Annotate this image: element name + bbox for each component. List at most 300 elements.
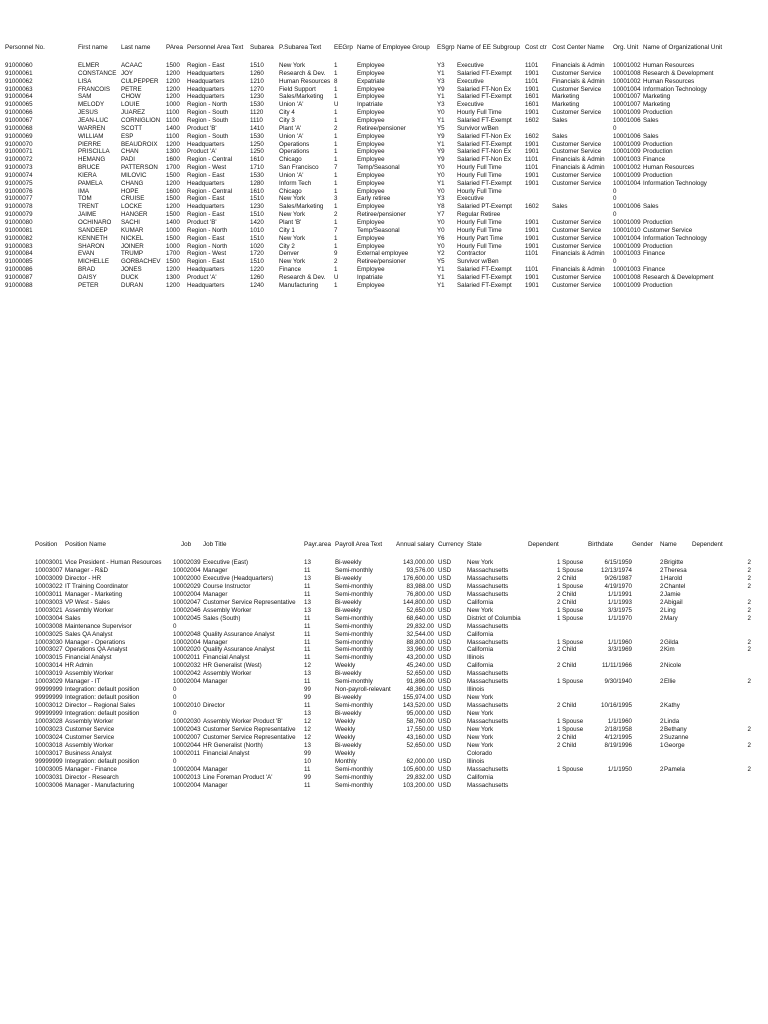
table-cell: HR Admin [65, 662, 93, 670]
table-cell: 91000072 [5, 156, 33, 164]
table-cell: 2 [660, 566, 664, 574]
table-cell: Customer Service Representative [203, 725, 296, 733]
table-cell: 1 [334, 93, 338, 101]
table-cell: New York [279, 211, 306, 219]
table-row [0, 243, 768, 251]
table-cell: 10001007 [613, 93, 641, 101]
table-cell: 1 [660, 741, 664, 749]
table-cell: USD [438, 757, 452, 765]
table-cell: IMA [78, 187, 90, 195]
table-cell: USD [438, 654, 452, 662]
table-cell: Bi-weekly [335, 710, 362, 718]
table-cell: Customer Service [552, 148, 602, 156]
table-row [0, 148, 768, 156]
table-cell: New York [279, 258, 306, 266]
table-cell: SAM [78, 93, 92, 101]
table-cell: 0 [173, 757, 177, 765]
table-cell: GORBACHEV [121, 258, 161, 266]
table-cell: 1 [334, 266, 338, 274]
table-cell: Production [643, 281, 673, 289]
table-row [0, 70, 768, 78]
table-cell: PRISCILLA [78, 148, 110, 156]
table-row [0, 227, 768, 235]
column-header: Job Title [203, 541, 227, 548]
table-cell: 1901 [525, 140, 539, 148]
column-header: Cost ctr [525, 44, 547, 51]
table-cell: Human Resources [643, 164, 695, 172]
table-cell: 3 [334, 195, 338, 203]
table-cell: 12/13/1974 [601, 566, 632, 574]
table-cell: 10003001 [35, 559, 63, 566]
table-cell: 2 Child [557, 741, 577, 749]
table-cell: Assembly Worker [203, 670, 252, 678]
table-cell: U [334, 101, 339, 109]
table-cell: Semi-monthly [335, 646, 373, 654]
table-cell: Hourly Full Time [457, 187, 502, 195]
table-cell: Illinois [467, 686, 485, 694]
table-cell: 91,896.00 [406, 678, 434, 686]
table-cell: Salaried FT-Exempt [457, 273, 512, 281]
table-cell: Weekly [335, 749, 356, 757]
table-cell: 144,800.00 [403, 598, 434, 606]
table-cell: Union 'A' [279, 171, 304, 179]
table-cell: 0 [613, 258, 617, 266]
table-row [0, 575, 768, 583]
table-cell: KUMAR [121, 226, 144, 234]
table-cell: Manager - Marketing [65, 590, 123, 598]
table-cell: TRUMP [121, 250, 143, 258]
table-cell: 10003025 [35, 630, 63, 638]
table-cell: Union 'A' [279, 132, 304, 140]
table-cell: Region - North [187, 226, 228, 234]
table-cell: USD [438, 574, 452, 582]
table-header [0, 44, 768, 52]
table-cell: 1230 [250, 203, 264, 211]
table-cell: 9 [334, 250, 338, 258]
table-cell: Customer Service Representative [203, 598, 296, 606]
table-cell: 2 [660, 614, 664, 622]
table-cell: 10002004 [173, 678, 201, 686]
table-cell: 1 [334, 62, 338, 69]
table-cell: Y6 [437, 234, 445, 242]
table-cell: 10003017 [35, 749, 63, 757]
table-cell: 1300 [166, 148, 180, 156]
table-cell: 11/11/1966 [601, 662, 632, 670]
table-row [0, 750, 768, 758]
table-cell: 2 [747, 646, 751, 654]
table-cell: 1600 [166, 156, 180, 164]
table-cell: 10002004 [173, 590, 201, 598]
table-cell: Region - North [187, 242, 228, 250]
table-cell: California [467, 662, 494, 670]
table-cell: USD [438, 741, 452, 749]
table-cell: 13 [304, 741, 311, 749]
table-cell: 176,600.00 [403, 574, 434, 582]
table-cell: 2 [334, 124, 338, 132]
table-cell: Sales [643, 203, 659, 211]
table-cell: Customer Service [552, 85, 602, 93]
table-cell: 10002029 [173, 582, 201, 590]
table-cell: 1901 [525, 219, 539, 226]
table-cell: 1901 [525, 179, 539, 187]
table-cell: 2 [660, 598, 664, 606]
table-cell: Product 'B' [187, 219, 217, 226]
table-cell: Weekly [335, 725, 356, 733]
table-cell: Region - East [187, 211, 225, 219]
table-cell: 10003014 [35, 662, 63, 670]
table-cell: 8/19/1996 [604, 741, 632, 749]
table-row [0, 172, 768, 180]
table-cell: Region - North [187, 101, 228, 109]
table-cell: Executive (Headquarters) [203, 574, 274, 582]
table-cell: Semi-monthly [335, 781, 373, 789]
table-cell: Headquarters [187, 281, 225, 289]
table-cell: Assembly Worker [65, 718, 114, 725]
table-cell: JOY [121, 69, 134, 77]
table-cell: Ling [664, 606, 676, 614]
table-cell: 13 [304, 710, 311, 718]
table-cell: USD [438, 606, 452, 614]
table-cell: 1500 [166, 211, 180, 219]
table-cell: USD [438, 566, 452, 574]
table-cell: 99 [304, 773, 311, 781]
table-cell: 0 [613, 211, 617, 219]
table-cell: Region - East [187, 258, 225, 266]
table-cell: Inpatriate [357, 273, 383, 281]
table-cell: Headquarters [187, 85, 225, 93]
table-cell: Y9 [437, 148, 445, 156]
table-cell: 43,200.00 [406, 654, 434, 662]
table-cell: 1200 [166, 85, 180, 93]
table-cell: 2 [747, 765, 751, 773]
table-cell: 1260 [250, 69, 264, 77]
table-cell: USD [438, 781, 452, 789]
table-cell: Information Technology [643, 85, 707, 93]
table-cell: Sales [643, 132, 659, 140]
table-cell: Weekly [335, 662, 356, 670]
table-cell: 10001009 [613, 148, 641, 156]
table-cell: 10001003 [613, 266, 641, 274]
table-cell: 91000077 [5, 195, 33, 203]
table-cell: Gilda [664, 638, 679, 646]
table-cell: Customer Service [552, 226, 602, 234]
table-cell: 2 [660, 662, 664, 670]
table-cell: OCHINARO [78, 219, 112, 226]
table-cell: 10001002 [613, 77, 641, 85]
table-cell: Sales [552, 132, 568, 140]
table-cell: New York [467, 741, 494, 749]
table-cell: 3/3/1975 [607, 606, 632, 614]
table-cell: Financials & Admin [552, 164, 605, 172]
table-cell: Employee [357, 156, 385, 164]
table-cell: City 1 [279, 226, 295, 234]
table-cell: USD [438, 590, 452, 598]
table-cell: 10002013 [173, 773, 201, 781]
table-cell: 2 [660, 559, 664, 566]
table-cell: City 3 [279, 116, 295, 124]
table-cell: 10003003 [35, 598, 63, 606]
table-cell: Y1 [437, 281, 445, 289]
table-cell: MILOVIC [121, 171, 147, 179]
table-cell: Region - South [187, 132, 229, 140]
table-cell: U [334, 273, 339, 281]
table-cell: Customer Service [552, 179, 602, 187]
table-cell: Assembly Worker [65, 606, 114, 614]
table-cell: Customer Service [552, 242, 602, 250]
table-cell: Executive [457, 77, 484, 85]
table-cell: Director [203, 702, 225, 710]
table-cell: 10001003 [613, 250, 641, 258]
table-cell: Marketing [643, 101, 671, 109]
table-cell: 76,800.00 [406, 590, 434, 598]
table-cell: 1901 [525, 109, 539, 117]
table-cell: 10003005 [35, 765, 63, 773]
table-cell: 143,520.00 [403, 702, 434, 710]
table-cell: Hourly Full Time [457, 219, 502, 226]
table-cell: DUCK [121, 273, 139, 281]
table-cell: CORNIGLION [121, 116, 161, 124]
table-cell: 0 [613, 187, 617, 195]
table-cell: Y1 [437, 93, 445, 101]
table-cell: 10001009 [613, 219, 641, 226]
table-cell: 1 Spouse [557, 765, 584, 773]
table-cell: 99 [304, 749, 311, 757]
table-cell: Region - West [187, 164, 227, 172]
table-cell: IT Training Coordinator [65, 582, 129, 590]
column-header: Cost Center Name [552, 44, 605, 51]
table-row [0, 646, 768, 654]
table-cell: Semi-monthly [335, 590, 373, 598]
table-cell: 1101 [525, 164, 539, 172]
table-cell: 10001006 [613, 132, 641, 140]
table-cell: 10002044 [173, 741, 201, 749]
table-row [0, 591, 768, 599]
table-cell: 2 Child [557, 662, 577, 670]
table-cell: 12 [304, 725, 311, 733]
table-row [0, 758, 768, 766]
table-cell: 10003031 [35, 773, 63, 781]
table-cell: Field Support [279, 85, 316, 93]
table-cell: 2 [747, 638, 751, 646]
table-cell: 33,960.00 [406, 646, 434, 654]
table-cell: 1530 [250, 132, 264, 140]
table-cell: 1100 [166, 132, 180, 140]
table-cell: Bethany [664, 725, 687, 733]
table-cell: 2 [334, 258, 338, 266]
table-cell: Y9 [437, 156, 445, 164]
table-cell: External employee [357, 250, 409, 258]
table-cell: Bi-weekly [335, 598, 362, 606]
table-cell: Salaried FT-Exempt [457, 281, 512, 289]
table-cell: 1901 [525, 234, 539, 242]
table-cell: Region - East [187, 234, 225, 242]
table-cell: 1510 [250, 258, 264, 266]
table-cell: Y1 [437, 266, 445, 274]
table-cell: HR Generalist (West) [203, 662, 262, 670]
table-cell: Bi-weekly [335, 606, 362, 614]
table-row [0, 62, 768, 70]
column-header: PArea [166, 44, 184, 51]
column-header: Job [181, 541, 192, 548]
table-cell: 2 Child [557, 590, 577, 598]
table-cell: Salaried PT-Exempt [457, 203, 513, 211]
table-cell: 1901 [525, 242, 539, 250]
table-cell: KENNETH [78, 234, 108, 242]
table-row [0, 599, 768, 607]
table-cell: USD [438, 710, 452, 718]
table-cell: Bi-weekly [335, 574, 362, 582]
table-cell: 91000085 [5, 258, 33, 266]
table-cell: MICHELLE [78, 258, 109, 266]
table-cell: Hourly Full Time [457, 109, 502, 117]
table-cell: 10002004 [173, 765, 201, 773]
table-row [0, 86, 768, 94]
table-cell: 1901 [525, 226, 539, 234]
table-cell: 1 [334, 242, 338, 250]
table-cell: HOPE [121, 187, 139, 195]
table-cell: Hourly Full Time [457, 171, 502, 179]
table-cell: Abigail [664, 598, 683, 606]
table-cell: Headquarters [187, 266, 225, 274]
table-cell: 10002046 [173, 606, 201, 614]
table-cell: California [467, 598, 494, 606]
table-cell: Plant 'A' [279, 124, 302, 132]
table-cell: Manager - R&D [65, 566, 108, 574]
table-cell: Temp/Seasonal [357, 226, 400, 234]
table-cell: 2 [334, 211, 338, 219]
table-cell: Regular Retiree [457, 211, 501, 219]
table-row [0, 567, 768, 575]
table-cell: New York [279, 62, 306, 69]
table-cell: 68,640.00 [406, 614, 434, 622]
table-cell: 1120 [250, 109, 264, 117]
table-cell: 1 Spouse [557, 725, 584, 733]
table-cell: 10002011 [173, 749, 201, 757]
table-cell: USD [438, 765, 452, 773]
table-cell: USD [438, 670, 452, 678]
table-cell: USD [438, 694, 452, 702]
table-cell: Y5 [437, 124, 445, 132]
table-cell: 7 [334, 226, 338, 234]
table-cell: USD [438, 638, 452, 646]
table-cell: San Francisco [279, 164, 319, 172]
table-cell: 155,974.00 [403, 694, 434, 702]
table-cell: 2 [660, 606, 664, 614]
table-cell: 2 [660, 725, 664, 733]
table-cell: Semi-monthly [335, 638, 373, 646]
table-cell: Headquarters [187, 69, 225, 77]
table-cell: Region - South [187, 109, 229, 117]
column-header: Name [660, 541, 677, 548]
table-cell: Salaried FT-Non Ex [457, 148, 511, 156]
table-cell: 1530 [250, 171, 264, 179]
table-cell: 10001010 [613, 226, 641, 234]
table-cell: 10003019 [35, 670, 63, 678]
table-cell: 10001002 [613, 62, 641, 69]
table-cell: 32,544.00 [406, 630, 434, 638]
table-cell: Semi-monthly [335, 622, 373, 630]
table-cell: 1602 [525, 203, 539, 211]
table-cell: CONSTANCE [78, 69, 117, 77]
table-cell: 2 Child [557, 646, 577, 654]
table-cell: Survivor w/Ben [457, 258, 499, 266]
table-cell: 91000073 [5, 164, 33, 172]
table-cell: 2 [747, 582, 751, 590]
table-cell: PATTERSON [121, 164, 158, 172]
table-cell: 1500 [166, 171, 180, 179]
table-header [0, 541, 768, 549]
table-cell: Operations [279, 140, 310, 148]
table-cell: Employee [357, 266, 385, 274]
table-cell: Salaried FT-Exempt [457, 179, 512, 187]
table-cell: Quality Assurance Analyst [203, 630, 275, 638]
table-cell: Sales/Marketing [279, 203, 324, 211]
table-cell: Financials & Admin [552, 62, 605, 69]
table-cell: Customer Service Representative [203, 733, 296, 741]
table-row [0, 678, 768, 686]
table-cell: 1901 [525, 171, 539, 179]
table-cell: New York [467, 559, 494, 566]
table-cell: Y9 [437, 132, 445, 140]
table-cell: Expatriate [357, 77, 385, 85]
table-cell: Manager [203, 566, 228, 574]
table-cell: 10002032 [173, 662, 201, 670]
table-cell: 1901 [525, 148, 539, 156]
table-cell: Salaried FT-Exempt [457, 69, 512, 77]
table-row [0, 195, 768, 203]
table-cell: Temp/Seasonal [357, 164, 400, 172]
table-cell: Y7 [437, 211, 445, 219]
table-cell: Human Resources [279, 77, 331, 85]
table-cell: Finance [643, 250, 666, 258]
table-cell: Director – Regional Sales [65, 702, 136, 710]
table-cell: Sales [65, 614, 81, 622]
table-cell: Massachusetts [467, 702, 509, 710]
table-cell: 1901 [525, 85, 539, 93]
table-cell: 62,000.00 [406, 757, 434, 765]
table-cell: Semi-monthly [335, 582, 373, 590]
table-cell: Employee [357, 69, 385, 77]
table-cell: Integration: default position [65, 710, 140, 718]
table-cell: 93,576.00 [406, 566, 434, 574]
column-header: ESgrp [437, 44, 455, 51]
table-cell: 91000083 [5, 242, 33, 250]
column-header: P.Subarea Text [279, 44, 322, 51]
table-cell: 1100 [166, 109, 180, 117]
table-cell: Course Instructor [203, 582, 251, 590]
table-row [0, 702, 768, 710]
table-cell: 88,800.00 [406, 638, 434, 646]
table-cell: Employee [357, 85, 385, 93]
table-cell: 10 [304, 757, 311, 765]
table-cell: 1500 [166, 234, 180, 242]
table-row [0, 188, 768, 196]
table-cell: Manager - Finance [65, 765, 117, 773]
table-cell: 1901 [525, 281, 539, 289]
table-cell: JEAN-LUC [78, 116, 109, 124]
table-cell: 1510 [250, 234, 264, 242]
table-cell: 1901 [525, 273, 539, 281]
table-cell: Salaried FT-Exempt [457, 93, 512, 101]
table-cell: Financial Analyst [65, 654, 112, 662]
table-cell: 10002007 [173, 733, 201, 741]
table-cell: 7 [334, 164, 338, 172]
column-header: EEGrp [334, 44, 353, 51]
table-cell: LOCKE [121, 203, 142, 211]
table-cell: Manager [203, 765, 228, 773]
table-cell: Customer Service [643, 226, 693, 234]
table-cell: TOM [78, 195, 92, 203]
